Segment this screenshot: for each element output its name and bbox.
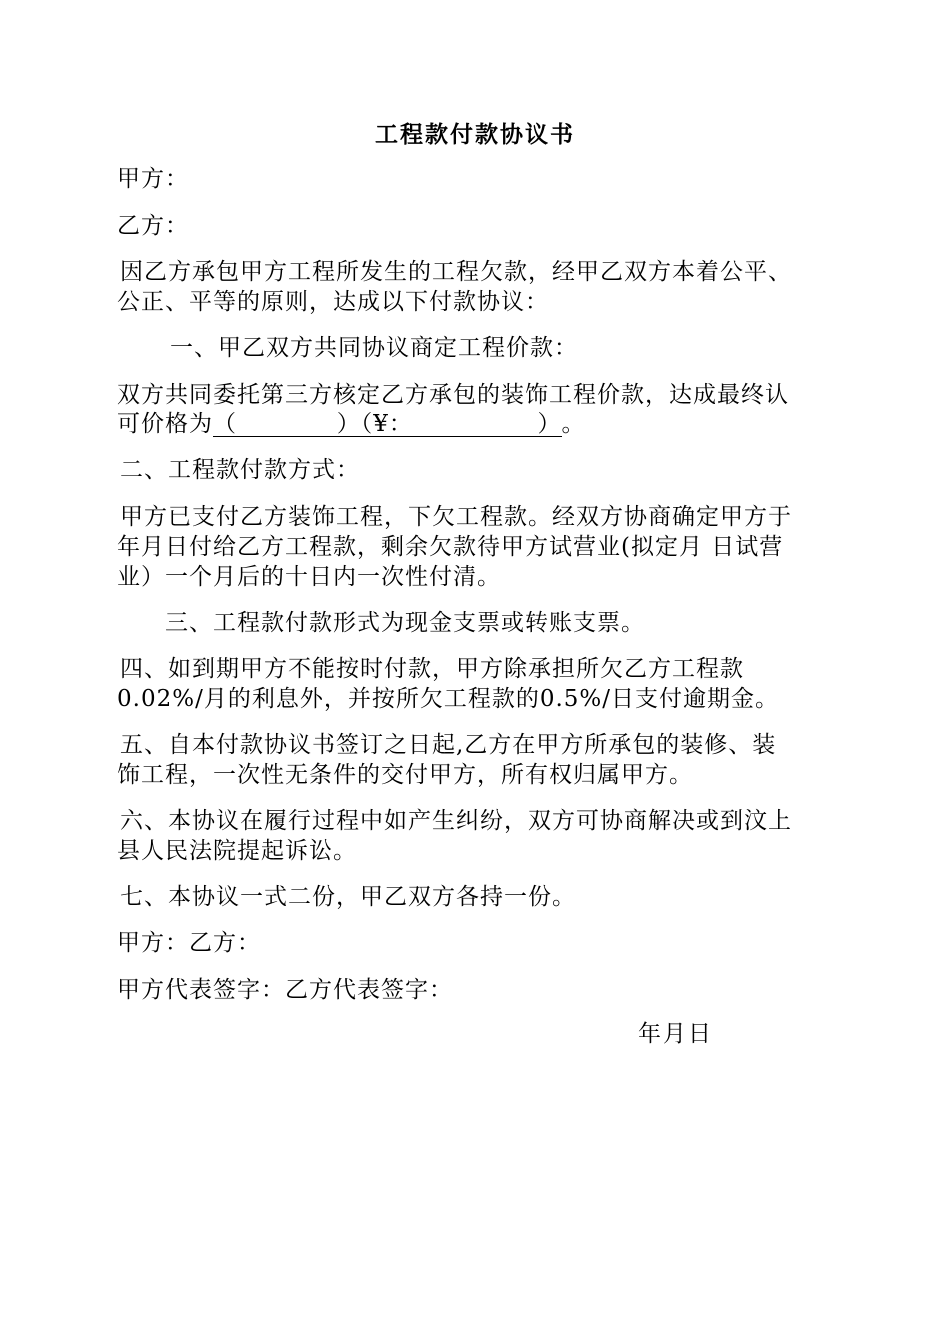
document-title: 工程款付款协议书 [375, 121, 575, 148]
clause1-price-prefix: 可价格为 [117, 411, 213, 437]
clause6-line-2: 县人民法院提起诉讼。 [117, 838, 357, 864]
clause5-line-2: 饰工程，一次性无条件的交付甲方，所有权归属甲方。 [117, 762, 693, 788]
party-a-line: 甲方： [117, 166, 189, 192]
clause2-heading: 二、工程款付款方式： [120, 457, 360, 483]
clause7-line: 七、本协议一式二份，甲乙双方各持一份。 [120, 884, 576, 910]
clause3-line: 三、工程款付款形式为现金支票或转账支票。 [165, 610, 645, 636]
clause2-body-line-1: 甲方已支付乙方装饰工程，下欠工程款。经双方协商确定甲方于 [120, 504, 792, 530]
signature-date: 年月日 [638, 1021, 713, 1047]
clause4-line-2: 0.02%/月的利息外，并按所欠工程款的0.5%/日支付逾期金。 [117, 686, 779, 712]
clause5-line-1: 五、自本付款协议书签订之日起,乙方在甲方所承包的装修、装 [120, 732, 777, 758]
signature-representatives-line: 甲方代表签字：乙方代表签字： [117, 977, 453, 1003]
intro-line-2: 公正、平等的原则，达成以下付款协议： [117, 289, 549, 315]
clause6-line-1: 六、本协议在履行过程中如产生纠纷，双方可协商解决或到汶上 [120, 808, 792, 834]
party-b-line: 乙方： [117, 213, 189, 239]
clause1-body-line-1: 双方共同委托第三方核定乙方承包的装饰工程价款，达成最终认 [117, 382, 789, 408]
clause1-price-line [117, 408, 586, 440]
clause2-body-line-2: 年月日付给乙方工程款，剩余欠款待甲方试营业(拟定月 日试营 [117, 534, 784, 560]
intro-line-1: 因乙方承包甲方工程所发生的工程欠款，经甲乙双方本着公平、 [120, 259, 792, 285]
signature-parties-line: 甲方：乙方： [117, 930, 261, 956]
price-number-blank: ） [412, 411, 562, 437]
clause1-price-suffix: 。 [561, 411, 586, 437]
clause2-body-line-3: 业）一个月后的十日内一次性付清。 [117, 564, 501, 590]
clause4-line-1: 四、如到期甲方不能按时付款，甲方除承担所欠乙方工程款 [120, 656, 744, 682]
price-words-blank: （ ）（¥： [213, 411, 413, 437]
clause1-heading: 一、甲乙双方共同协议商定工程价款： [170, 335, 578, 361]
